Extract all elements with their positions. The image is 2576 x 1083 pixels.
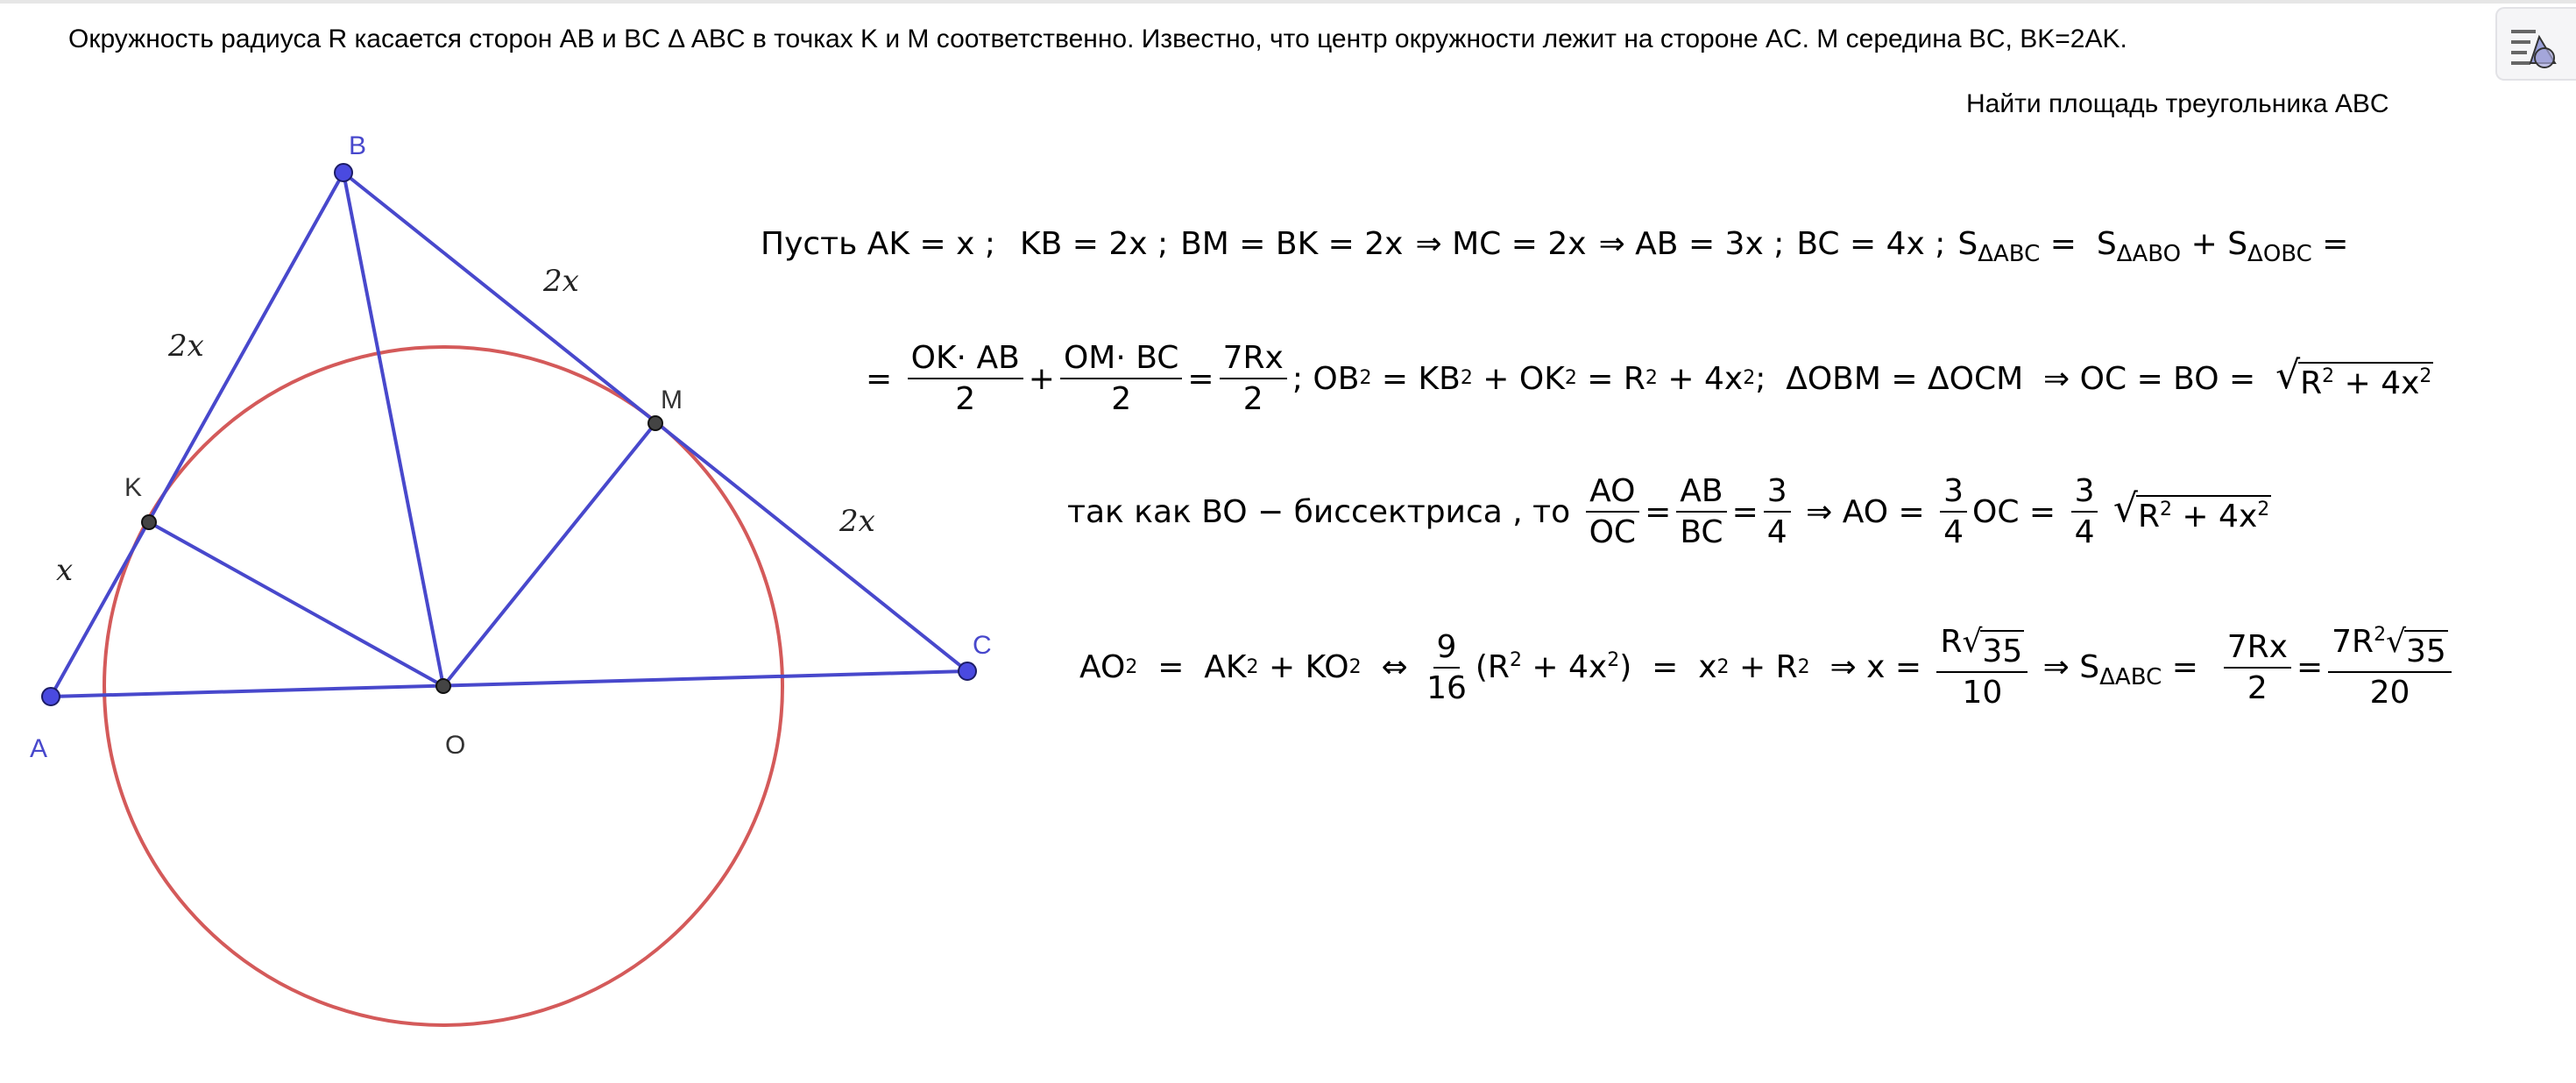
task-text: Найти площадь треугольника ABC <box>1966 89 2389 118</box>
line1-ab: ⇒ AB = 3x ; <box>1598 226 1785 262</box>
label-ak: x <box>56 553 74 588</box>
line3-frac1: $\frac{AO}{OC}$ <box>1586 473 1639 550</box>
label-mc: 2x <box>839 504 875 539</box>
line4-frac2: R √ 35 10 <box>1936 624 2028 711</box>
segment-ko <box>149 522 443 686</box>
line2-r: R <box>1623 360 1645 397</box>
line4-s: ΔABC <box>2099 664 2162 691</box>
label-m: M <box>661 386 683 414</box>
line4-r: R <box>1775 649 1798 685</box>
point-m[interactable] <box>648 416 662 430</box>
line3-ao: ⇒ AO = <box>1806 493 1925 530</box>
label-b: B <box>349 131 367 160</box>
line2-ok: OK <box>1518 360 1565 397</box>
segment-mo <box>443 423 655 686</box>
line3-frac2: $\frac{AB}{BC}$ <box>1676 473 1726 550</box>
label-o: O <box>445 731 466 760</box>
point-o[interactable] <box>436 679 450 693</box>
line3-text: так как BO − биссектриса , то <box>1067 493 1571 530</box>
line1-s-abc: ΔABC <box>1978 241 2041 268</box>
line2-ob: OB <box>1313 360 1360 397</box>
line2-triangles: ΔOBM = ΔOCM <box>1786 360 2024 397</box>
line3-sqrt: √ $R^2 + 4x^2$ <box>2112 485 2270 534</box>
line1-let: Пусть AK = x ; <box>761 226 995 262</box>
line4-frac4: $7R^2$ √ 35 20 <box>2328 624 2452 711</box>
line4-frac1: $\frac{9}{16}$ <box>1426 628 1467 706</box>
solution-line-2: = $\frac{OK\cdot AB}{2}$ + $\frac{OM\cdot BC}{2}$ = $\frac{7Rx}{2}$ ; OB 2 = KB 2 + OK 2 = R 2 + 4x 2 ; ΔOBM = ΔOCM ⇒ OC = BO = √ $R^2 + 4x^2$ <box>866 340 2432 417</box>
label-c: C <box>973 631 992 660</box>
line1-kb: KB = 2x ; <box>1019 226 1169 262</box>
label-k: K <box>124 473 143 502</box>
line3-frac5: $\frac{3}{4}$ <box>2071 473 2098 550</box>
line3-frac4: $\frac{3}{4}$ <box>1940 473 1967 550</box>
line3-oc: OC = <box>1972 493 2056 530</box>
line3-frac3: $\frac{3}{4}$ <box>1764 473 1791 550</box>
label-bm: 2x <box>543 264 579 299</box>
problem-statement: Окружность радиуса R касается сторон AB и BC Δ ABC в точках K и M соответственно. Известно, что центр окружности лежит на стороне AC. M середина BC, BK=2AK. <box>68 25 2127 53</box>
point-c[interactable] <box>959 662 976 680</box>
label-a: A <box>30 734 48 763</box>
side-ac <box>51 671 967 697</box>
line2-frac1: $\frac{OK\cdot AB}{2}$ <box>908 340 1023 417</box>
line1-s-obc: ΔOBC <box>2247 241 2312 268</box>
line2-oc-bo: ⇒ OC = BO = <box>2043 360 2256 397</box>
line1-bc: BC = 4x ; <box>1796 226 1946 262</box>
segment-bo <box>343 173 443 686</box>
solution-line-3: так как BO − биссектриса , то $\frac{AO}{OC}$ = $\frac{AB}{BC}$ = $\frac{3}{4}$ ⇒ AO = $\frac{3}{4}$ OC = $\frac{3}{4}$ √ $R^2 + 4x^2$ <box>1067 473 2270 550</box>
line4-ak: AK <box>1204 649 1247 685</box>
solution-line-4: AO 2 = AK 2 + KO 2 ⇔ $\frac{9}{16}$ $(R^2 + 4x^2)$ = x 2 + R 2 ⇒ x = R √ 35 10 ⇒ $S_{\Delta ABC}$ = $\frac{7Rx}{2}$ = $7R^2$ √ 35 20 <box>1079 624 2457 711</box>
line2-kb: KB <box>1418 360 1461 397</box>
point-a[interactable] <box>42 688 60 705</box>
line4-frac3: $\frac{7Rx}{2}$ <box>2224 629 2291 706</box>
line4-x: x <box>1698 649 1717 685</box>
line4-ao: AO <box>1079 649 1126 685</box>
line2-4x: 4x <box>1703 360 1744 397</box>
line1-bm: BM = BK = 2x <box>1180 226 1404 262</box>
side-ab <box>51 173 343 697</box>
label-bk: 2x <box>168 329 204 364</box>
point-b[interactable] <box>335 164 352 181</box>
style-menu-button[interactable] <box>2495 7 2576 81</box>
line4-xeq: ⇒ x = <box>1829 649 1921 685</box>
line1-mc: ⇒ MC = 2x <box>1415 226 1587 262</box>
solution-line-1: Пусть AK = x ; KB = 2x ; BM = BK = 2x ⇒ MC = 2x ⇒ AB = 3x ; BC = 4x ; $S_{\Delta ABC}$ = $S_{\Delta ABO}$ + $S_{\Delta OBC}$ = <box>761 226 2349 268</box>
line2-frac2: $\frac{OM\cdot BC}{2}$ <box>1060 340 1182 417</box>
line1-s-abo: ΔABO <box>2116 241 2182 268</box>
point-k[interactable] <box>142 515 156 529</box>
line2-sqrt: √ $R^2 + 4x^2$ <box>2275 352 2432 401</box>
line4-ko: KO <box>1305 649 1349 685</box>
style-bar-icon <box>2506 18 2562 74</box>
line2-frac3: $\frac{7Rx}{2}$ <box>1220 340 1287 417</box>
